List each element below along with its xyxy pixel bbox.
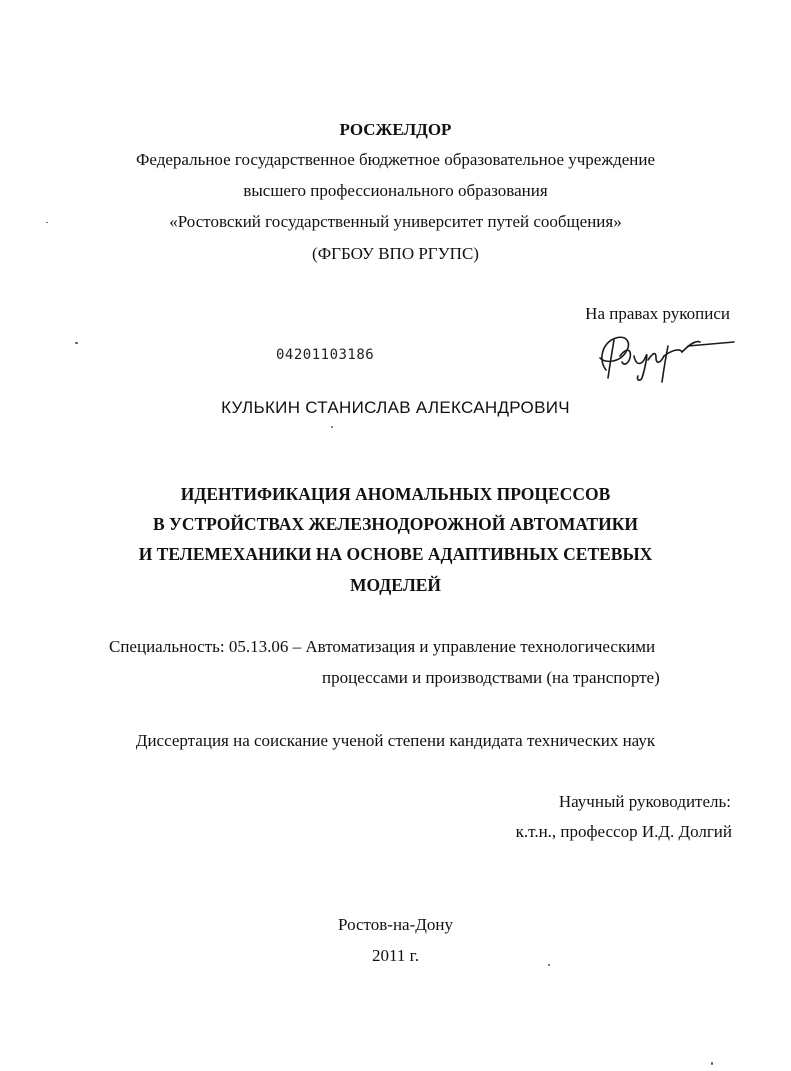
institution-abbreviation: (ФГБОУ ВПО РГУПС) [312,244,479,263]
specialty-line-1: Специальность: 05.13.06 – Автоматизация и управление технологическими [109,637,656,656]
dissertation-title-line-1: ИДЕНТИФИКАЦИЯ АНОМАЛЬНЫХ ПРОЦЕССОВ [180,484,611,504]
scan-speck [75,342,78,344]
scan-speck [548,964,550,966]
dissertation-title-line-2: В УСТРОЙСТВАХ ЖЕЛЕЗНОДОРОЖНОЙ АВТОМАТИКИ [152,514,639,534]
advisor-name: к.т.н., профессор И.Д. Долгий [515,822,732,841]
scan-speck [711,1062,713,1065]
scan-speck [331,426,333,428]
specialty-line-2: процессами и производствами (на транспорте) [322,668,660,687]
institution-line-2: высшего профессионального образования [243,181,548,200]
institution-line-1: Федеральное государственное бюджетное образовательное учреждение [135,150,656,169]
scan-speck [46,222,48,223]
agency-name: РОСЖЕЛДОР [339,120,452,139]
author-name: КУЛЬКИН СТАНИСЛАВ АЛЕКСАНДРОВИЧ [221,398,570,417]
institution-line-3: «Ростовский государственный университет путей сообщения» [169,212,622,231]
dissertation-type: Диссертация на соискание ученой степени кандидата технических наук [135,731,656,750]
year: 2011 г. [372,946,419,965]
manuscript-rights-note: На правах рукописи [585,304,730,323]
advisor-label: Научный руководитель: [558,792,731,811]
city: Ростов-на-Дону [338,915,453,934]
dissertation-title-line-4: МОДЕЛЕЙ [349,575,442,595]
dissertation-title-line-3: И ТЕЛЕМЕХАНИКИ НА ОСНОВЕ АДАПТИВНЫХ СЕТЕВЫХ [138,544,653,564]
registration-number: 04201103186 [276,347,375,363]
handwritten-signature [592,326,736,384]
